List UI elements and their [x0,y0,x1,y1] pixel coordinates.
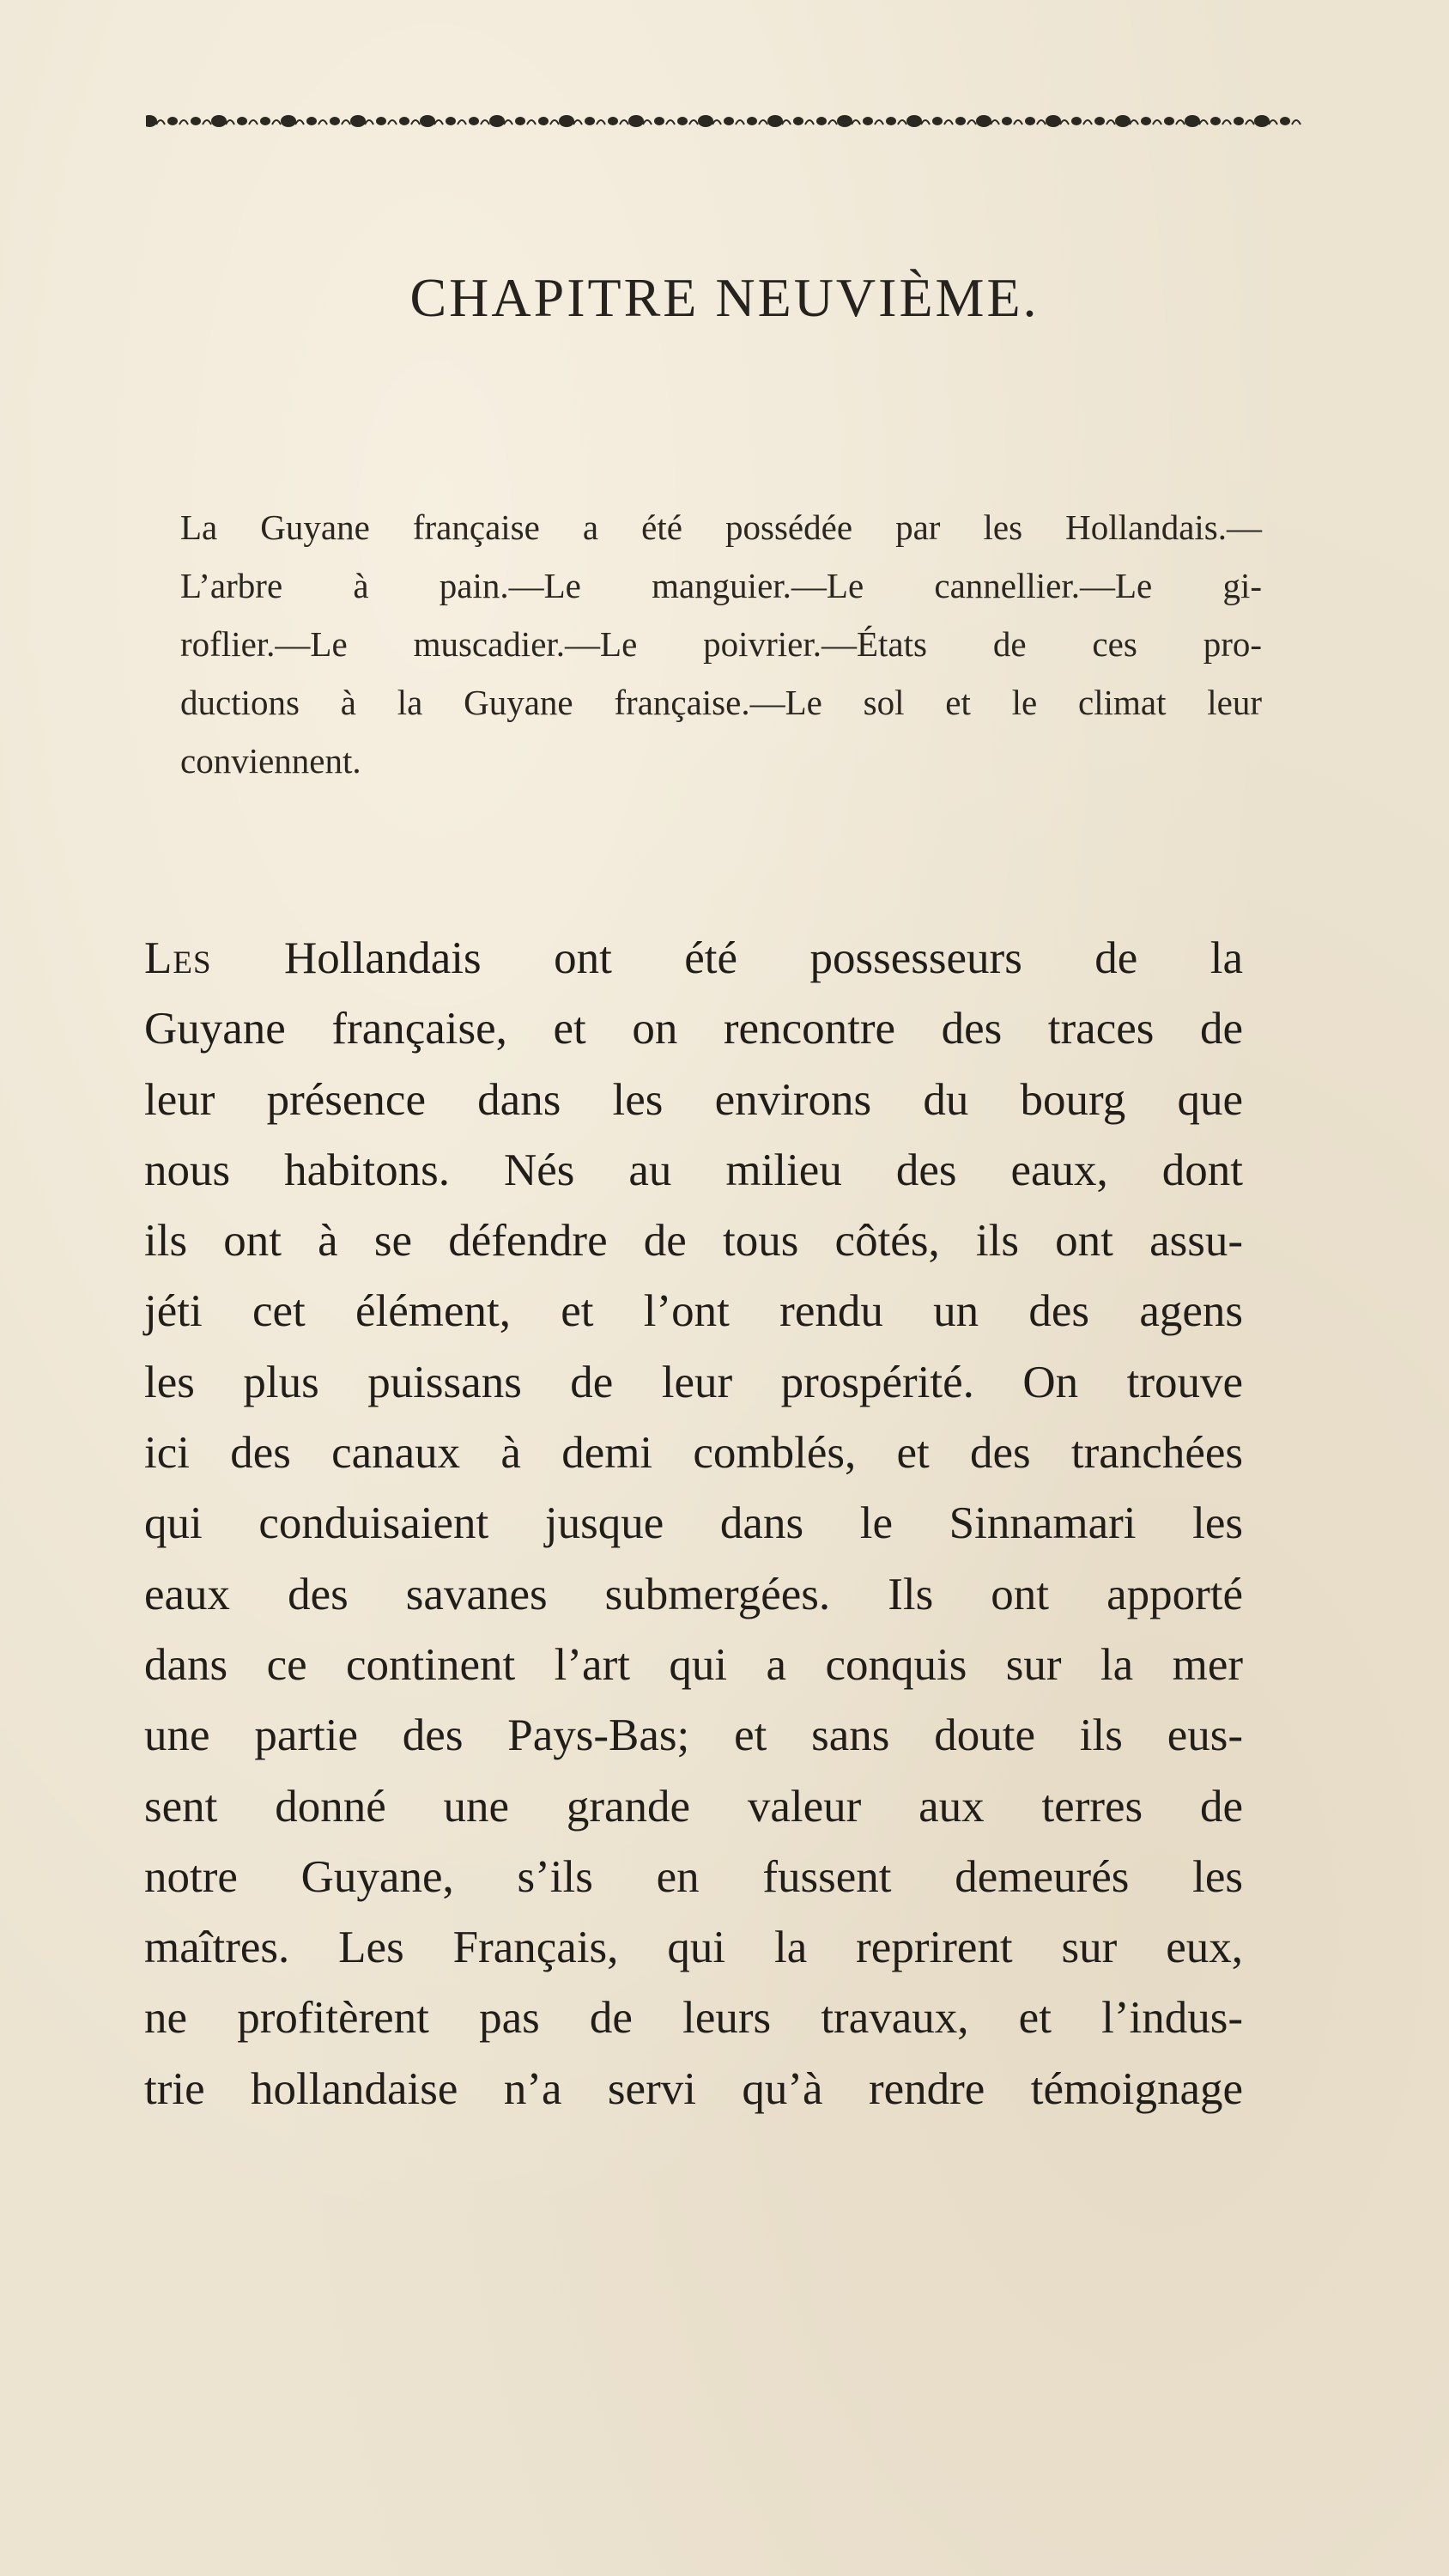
ornament-swirl [1246,120,1254,125]
ornament-dot [654,117,664,125]
ornament-swirl [1083,120,1092,125]
body-line: ne profitèrent pas de leurs travaux, et l’indus- [144,1993,1243,2044]
ornament-swirl [1199,120,1208,125]
ornament-dot [1254,115,1270,127]
body-line: ici des canaux à demi comblés, et des tranchées [144,1428,1243,1479]
ornament-swirl [458,120,466,125]
ornament-dot [628,115,644,127]
ornament-swirl [1153,120,1161,125]
ornament-dot [1234,117,1244,125]
body-line: qui conduisaient jusque dans le Sinnamari les [144,1498,1243,1549]
ornament-dot [1185,115,1200,127]
ornament-dot [237,117,247,125]
ornament-swirl [782,120,791,125]
ornament-swirl [318,120,327,125]
ornament-swirl [434,120,443,125]
decorative-ornament-band [146,110,1313,132]
ornament-dot [724,117,734,125]
ornament-dot [747,117,757,125]
summary-line: conviennent. [180,741,361,781]
ornament-swirl [156,120,165,125]
ornament-swirl [597,120,605,125]
ornament-swirl [481,120,489,125]
ornament-dot [469,117,479,125]
body-line: une partie des Pays-Bas; et sans doute ils eus- [144,1710,1243,1761]
ornament-swirl [272,120,281,125]
summary-line: L’arbre à pain.—Le manguier.—Le cannellier.—Le gi- [180,566,1262,605]
summary-line: roflier.—Le muscadier.—Le poivrier.—États de ces pro- [180,624,1262,664]
ornament-dot [608,117,618,125]
ornament-dot [1046,115,1061,127]
chapter-title: CHAPITRE NEUVIÈME. [409,267,1040,328]
ornament-dot [330,117,340,125]
ornament-swirl [388,120,397,125]
ornament-swirl [1222,120,1231,125]
summary-line: La Guyane française a été possédée par les Hollandais.— [180,507,1262,547]
body-line: trie hollandaise n’a servi qu’à rendre témoignage [144,2063,1243,2114]
ornament-dot [1094,117,1105,125]
ornament-dot [489,115,505,127]
ornament-swirl [504,120,512,125]
ornament-swirl [342,120,350,125]
ornament-dot [1002,117,1012,125]
ornament-swirl [875,120,883,125]
ornament-dot [886,117,896,125]
ornament-dot [1071,117,1082,125]
ornament-swirl [689,120,698,125]
ornament-dot [350,115,366,127]
ornament-swirl [805,120,814,125]
ornament-swirl [944,120,953,125]
ornament-swirl [643,120,652,125]
ornament-dot [1141,117,1151,125]
ornament-dot [793,117,803,125]
body-line: leur présence dans les environs du bourg que [144,1074,1243,1125]
ornament-dot [146,115,157,127]
body-line: jéti cet élément, et l’ont rendu un des agens [144,1286,1243,1337]
ornament-dot [976,115,991,127]
ornament-dot [1280,117,1290,125]
body-line-first-rest: Hollandais ont été possesseurs de la [284,933,1243,983]
body-line: Guyane française, et on rencontre des traces de [144,1004,1243,1054]
ornament-dot [863,117,873,125]
summary-line: ductions à la Guyane française.—Le sol et le climat leur [180,683,1262,722]
body-line: ils ont à se défendre de tous côtés, ils ont assu- [144,1216,1243,1267]
body-line: notre Guyane, s’ils en fussent demeurés les [144,1851,1243,1902]
ornament-swirl [365,120,373,125]
ornament-swirl [226,120,234,125]
ornament-dot [167,117,178,125]
ornament-swirl [898,120,906,125]
ornament-dot [211,115,227,127]
ornament-swirl [1106,120,1115,125]
ornament-dot [306,117,317,125]
ornament-swirl [828,120,837,125]
ornament-dot [1115,115,1131,127]
ornament-dot [837,115,852,127]
ornament-dot [538,117,549,125]
ornament-swirl [1176,120,1185,125]
body-line: maîtres. Les Français, qui la reprirent sur eux, [144,1923,1243,1973]
ornament-dot [191,117,201,125]
opening-word: Les [144,933,212,983]
ornament-dot [677,117,688,125]
ornament-swirl [179,120,188,125]
ornament-dot [1210,117,1221,125]
ornament-swirl [921,120,930,125]
chapter-summary [180,498,1262,790]
ornament-dot [281,115,296,127]
ornament-dot [932,117,943,125]
ornament-dot [376,117,386,125]
body-line: sent donné une grande valeur aux terres de [144,1781,1243,1832]
ornament-swirl [411,120,420,125]
body-line: nous habitons. Nés au milieu des eaux, dont [144,1145,1243,1195]
ornament-dot [767,115,783,127]
ornament-swirl [1292,120,1300,125]
ornament-dot [420,115,435,127]
ornament-dot [955,117,966,125]
ornament-swirl [736,120,744,125]
body-line: les plus puissans de leur prospérité. On trouve [144,1357,1243,1407]
ornament-swirl [712,120,721,125]
ornament-swirl [967,120,976,125]
ornament-swirl [1037,120,1046,125]
ornament-swirl [1130,120,1138,125]
ornament-swirl [620,120,628,125]
ornament-swirl [666,120,675,125]
ornament-swirl [295,120,304,125]
ornament-swirl [527,120,536,125]
ornament-swirl [1269,120,1277,125]
ornament-dot [906,115,922,127]
ornament-dot [399,117,409,125]
ornament-swirl [550,120,559,125]
ornament-dot [260,117,270,125]
ornament-swirl [852,120,860,125]
body-paragraph [144,923,1243,2124]
ornament-dot [515,117,525,125]
ornament-dot [1025,117,1035,125]
body-line: eaux des savanes submergées. Ils ont apporté [144,1569,1243,1619]
ornament-swirl [759,120,767,125]
ornament-swirl [991,120,999,125]
ornament-dot [585,117,595,125]
ornament-swirl [249,120,258,125]
ornament-dot [446,117,456,125]
ornament-dot [698,115,713,127]
ornament-dot [1164,117,1174,125]
body-line-first [144,923,1243,993]
ornament-swirl [1060,120,1069,125]
ornament-dot [559,115,574,127]
ornament-swirl [203,120,211,125]
ornament-swirl [573,120,582,125]
ornament-dot [816,117,827,125]
ornament-swirl [1014,120,1022,125]
body-line: dans ce continent l’art qui a conquis sur la mer [144,1639,1243,1690]
